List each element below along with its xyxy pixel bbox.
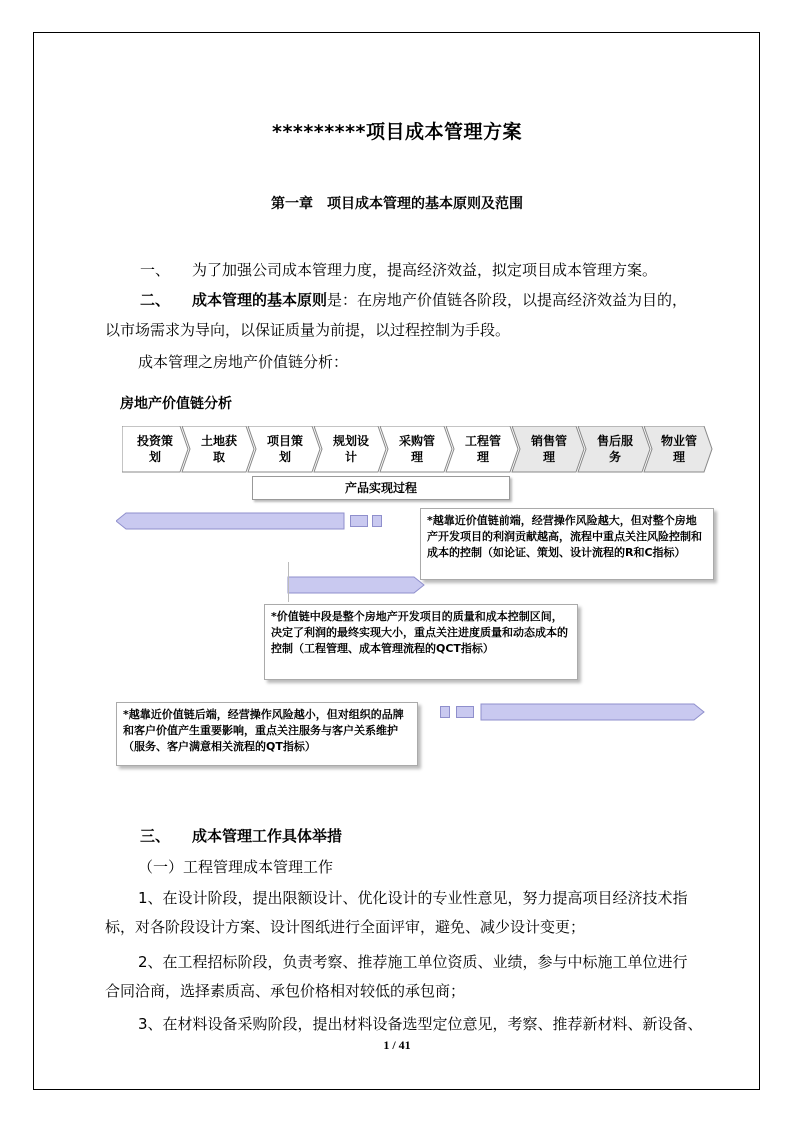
paragraph-2: [140, 289, 687, 311]
callout-back: *越靠近价值链后端，经营操作风险越小，但对组织的品牌和客户价值产生重要影响，重点关注服务与客户关系维护（服务、客户满意相关流程的QT指标）: [116, 702, 418, 766]
chain-step-4: 规划设计: [332, 434, 369, 464]
back-marker-1: [440, 706, 450, 718]
back-marker-2: [456, 706, 474, 718]
paragraph-2-number: 二、: [140, 291, 171, 309]
middle-divider: [288, 562, 289, 602]
paragraph-7-line-1: 2、在工程招标阶段，负责考察、推荐施工单位资质、业绩，参与中标施工单位进行: [138, 953, 688, 971]
paragraph-6-line-2: 标，对各阶段设计方案、设计图纸进行全面评审，避免、减少设计变更；: [105, 918, 586, 936]
callout-front: *越靠近价值链前端，经营操作风险越大，但对整个房地产开发项目的利润贡献越高，流程中重点关注风险控制和成本的控制（如论证、策划、设计流程的R和C指标）: [420, 508, 714, 580]
paragraph-2-text-a: 是：在房地产价值链各阶段，以提高经济效益为目的，: [327, 291, 688, 309]
chain-step-1: 投资策划: [136, 434, 173, 464]
chain-step-7: 销售管理: [530, 434, 567, 464]
paragraph-2-label: 成本管理的基本原则: [192, 291, 328, 309]
paragraph-6-line-1: 1、在设计阶段，提出限额设计、优化设计的专业性意见，努力提高项目经济技术指: [138, 889, 688, 907]
front-marker-1: [350, 515, 368, 527]
paragraph-1: [140, 259, 657, 281]
chapter-heading: 第一章 项目成本管理的基本原则及范围: [271, 196, 523, 212]
chain-step-2: 土地获取: [200, 434, 237, 464]
paragraph-1-text: 为了加强公司成本管理力度，提高经济效益，拟定项目成本管理方案。: [192, 261, 658, 279]
paragraph-4: [140, 825, 342, 847]
paragraph-2-line-2: 以市场需求为导向，以保证质量为前提，以过程控制为手段。: [105, 321, 511, 339]
paragraph-3: 成本管理之房地产价值链分析：: [138, 353, 349, 371]
value-chain-diagram: [100, 390, 720, 780]
chain-step-6: 工程管理: [464, 434, 501, 464]
front-arrow: [116, 512, 346, 530]
paragraph-1-number: 一、: [140, 261, 171, 279]
page-number: 1 / 41: [383, 1038, 411, 1052]
callout-middle: *价值链中段是整个房地产开发项目的质量和成本控制区间，决定了利润的最终实现大小，重点关注进度质量和动态成本的控制（工程管理、成本管理流程的QCT指标）: [264, 604, 578, 680]
middle-arrow: [286, 576, 426, 594]
front-marker-2: [372, 515, 382, 527]
paragraph-7-line-2: 合同洽商，选择素质高、承包价格相对较低的承包商；: [105, 982, 466, 1000]
back-arrow: [480, 703, 706, 721]
chain-step-3: 项目策划: [266, 434, 303, 464]
paragraph-4-number: 三、: [140, 827, 171, 845]
diagram-title: 房地产价值链分析: [120, 396, 232, 412]
chain-labels: [122, 426, 712, 472]
document-title: *********项目成本管理方案: [272, 121, 522, 143]
paragraph-4-label: 成本管理工作具体举措: [192, 827, 343, 845]
chain-step-8: 售后服务: [596, 434, 633, 464]
product-realization-box: 产品实现过程: [252, 476, 510, 500]
chain-step-5: 采购管理: [398, 434, 435, 464]
chain-step-9: 物业管理: [660, 434, 697, 464]
paragraph-8-line-1: 3、在材料设备采购阶段，提出材料设备选型定位意见，考察、推荐新材料、新设备、: [138, 1015, 703, 1033]
paragraph-5: （一）工程管理成本管理工作: [138, 858, 334, 876]
